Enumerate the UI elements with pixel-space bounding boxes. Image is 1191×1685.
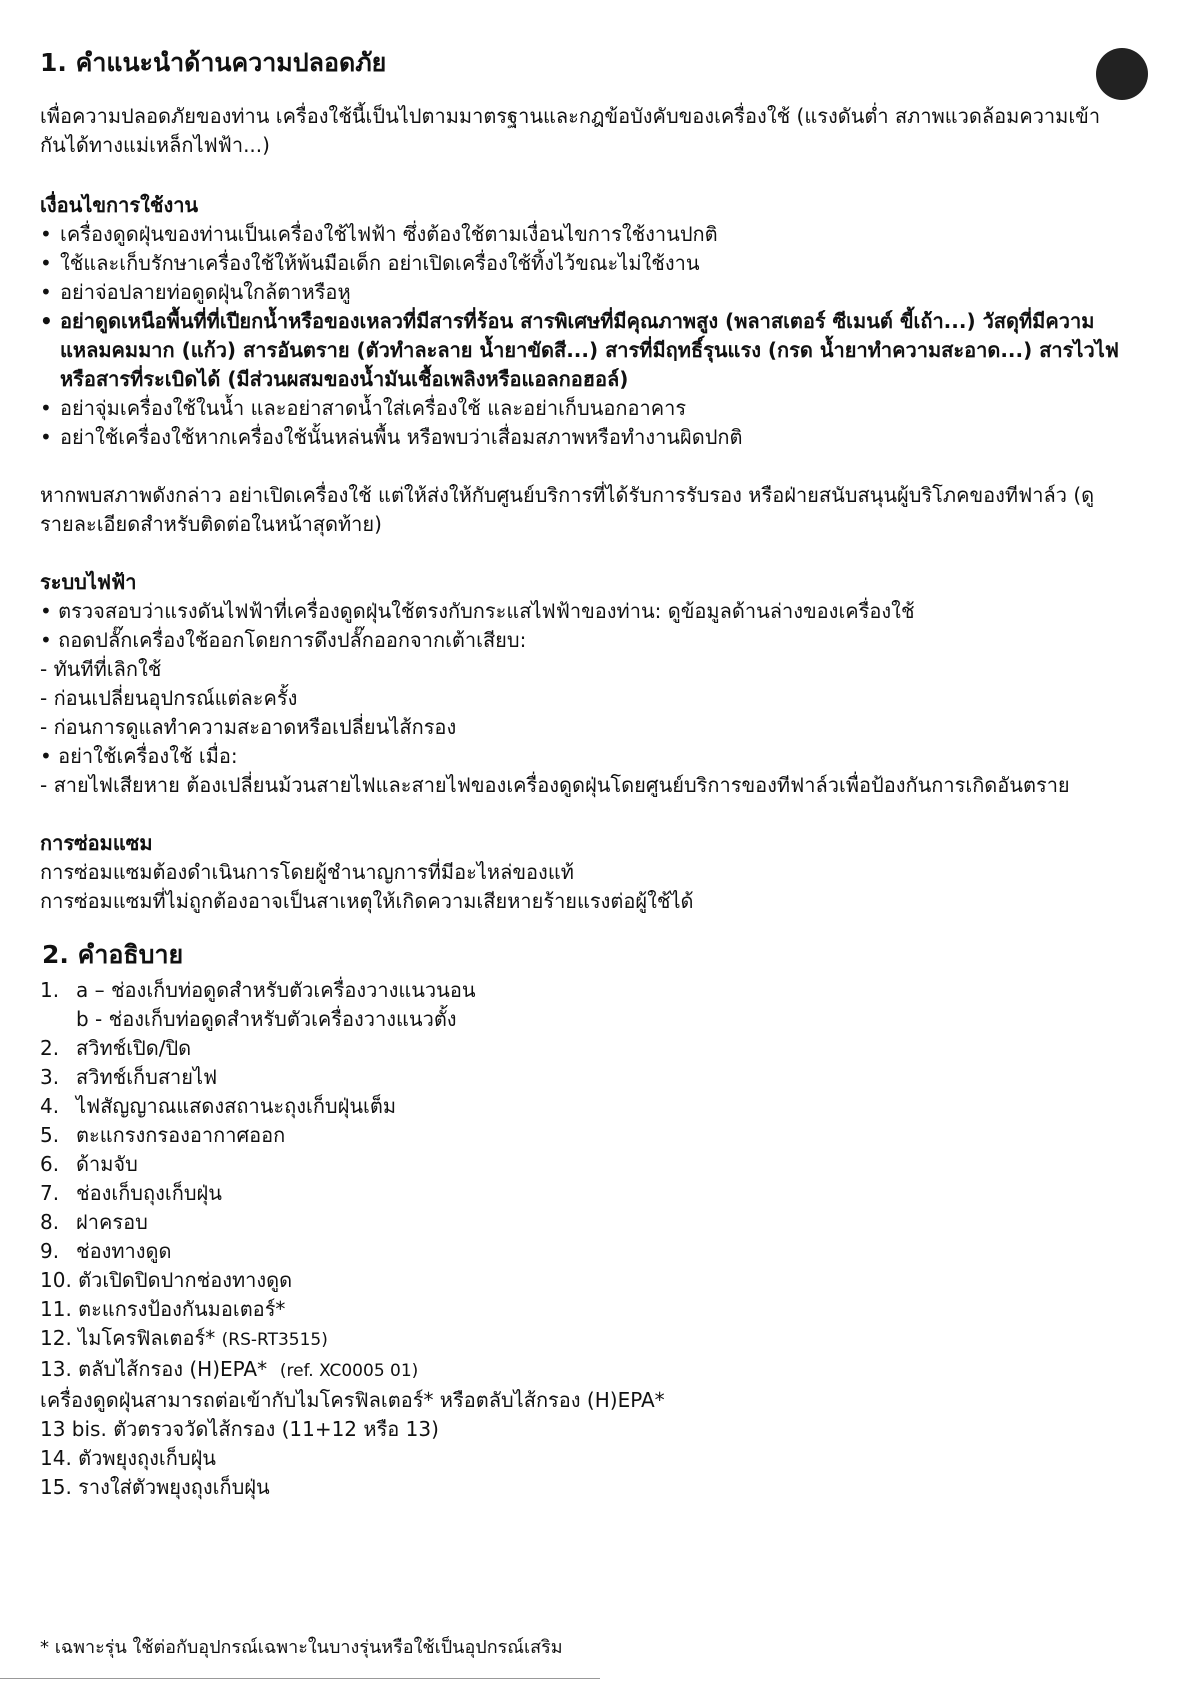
condition-item: • ใช้และเก็บรักษาเครื่องใช้ให้พ้นมือเด็ก อย่าเปิดเครื่องใช้ทิ้งไว้ขณะไม่ใช้งาน	[40, 251, 700, 275]
electrical-heading: ระบบไฟฟ้า	[40, 570, 137, 594]
part-item: 11. ตะแกรงป้องกันมอเตอร์*	[40, 1297, 286, 1321]
part-item: 14. ตัวพยุงถุงเก็บฝุ่น	[40, 1446, 216, 1470]
electrical-item: - ทันทีที่เลิกใช้	[40, 657, 162, 681]
part-item: 12. ไมโครฟิลเตอร์* (RS-RT3515)	[40, 1326, 328, 1350]
part-item: 15. รางใส่ตัวพยุงถุงเก็บฝุ่น	[40, 1475, 270, 1499]
part-item: 9. ช่องทางดูด	[40, 1239, 172, 1263]
part-item: 3. สวิทช์เก็บสายไฟ	[40, 1065, 218, 1089]
electrical-item: - ก่อนเปลี่ยนอุปกรณ์แต่ละครั้ง	[40, 686, 298, 710]
section-1-title: 1. คำแนะนำด้านความปลอดภัย	[40, 48, 387, 77]
electrical-item: - ก่อนการดูแลทำความสะอาดหรือเปลี่ยนไส้กรอง	[40, 715, 457, 739]
part-item: 4. ไฟสัญญาณแสดงสถานะถุงเก็บฝุ่นเต็ม	[40, 1094, 397, 1118]
manual-page	[40, 40, 1120, 1502]
section-2-title: 2. คำอธิบาย	[42, 940, 184, 969]
repair-line: การซ่อมแซมต้องดำเนินการโดยผู้ชำนาญการที่มีอะไหล่ของแท้	[40, 860, 574, 884]
electrical-item: • ตรวจสอบว่าแรงดันไฟฟ้าที่เครื่องดูดฝุ่นใช้ตรงกับกระแสไฟฟ้าของท่าน: ดูข้อมูลด้านล่างของเครื่องใช้	[40, 599, 915, 623]
part-ref: (RS-RT3515)	[221, 1330, 328, 1350]
conditions-heading: เงื่อนไขการใช้งาน	[40, 193, 199, 217]
electrical-item-cord: - สายไฟเสียหาย ต้องเปลี่ยนม้วนสายไฟและสายไฟของเครื่องดูดฝุ่นโดยศูนย์บริการของทีฟาล์วเพื่อป้องกันการเกิดอันตราย	[40, 773, 1070, 797]
part-item: 2. สวิทช์เปิด/ปิด	[40, 1036, 192, 1060]
part-item: 8. ฝาครอบ	[40, 1210, 148, 1234]
condition-item: • อย่าจุ่มเครื่องใช้ในน้ำ และอย่าสาดน้ำใส่เครื่องใช้ และอย่าเก็บนอกอาคาร	[40, 396, 687, 420]
part-item: 13 bis. ตัวตรวจวัดไส้กรอง (11+12 หรือ 13)	[40, 1417, 439, 1441]
footnote: * เฉพาะรุ่น ใช้ต่อกับอุปกรณ์เฉพาะในบางรุ่นหรือใช้เป็นอุปกรณ์เสริม	[40, 1637, 563, 1658]
part-item: 5. ตะแกรงกรองอากาศออก	[40, 1123, 286, 1147]
safety-intro: เพื่อความปลอดภัยของท่าน เครื่องใช้นี้เป็นไปตามมาตรฐานและกฎข้อบังคับของเครื่องใช้ (แรงดันต่ำ สภาพแวดล้อมความเข้ากันได้ทางแม่เหล็กไฟฟ้า...)	[40, 104, 1101, 157]
condition-item: • อย่าใช้เครื่องใช้หากเครื่องใช้นั้นหล่นพื้น หรือพบว่าเสื่อมสภาพหรือทำงานผิดปกติ	[40, 425, 743, 449]
part-item: 7. ช่องเก็บถุงเก็บฝุ่น	[40, 1181, 222, 1205]
part-item: 1. a – ช่องเก็บท่อดูดสำหรับตัวเครื่องวางแนวนอน	[40, 978, 476, 1002]
condition-item-warning: • อย่าดูดเหนือพื้นที่ที่เปียกน้ำหรือของเหลวที่มีสารที่ร้อน สารพิเศษที่มีคุณภาพสูง (พลาสเตอร์ ซีเมนต์ ขี้เถ้า...) วัสดุที่มีความแหลมคมมาก (แก้ว) สารอันตราย (ตัวทำละลาย น้ำยาขัดสี...) สารที่มีฤทธิ์รุนแรง (กรด น้ำยาทำความสะอาด...) สารไวไฟหรือสารที่ระเบิดได้ (มีส่วนผสมของน้ำมันเชื้อเพลิงหรือแอลกอฮอล์)	[40, 309, 1119, 391]
service-notice: หากพบสภาพดังกล่าว อย่าเปิดเครื่องใช้ แต่ให้ส่งให้กับศูนย์บริการที่ได้รับการรับรอง หรือฝ่ายสนับสนุนผู้บริโภคของทีฟาล์ว (ดูรายละเอียดสำหรับติดต่อในหน้าสุดท้าย)	[40, 483, 1095, 536]
electrical-item: • อย่าใช้เครื่องใช้ เมื่อ:	[40, 744, 238, 768]
part-item: 13. ตลับไส้กรอง (H)EPA* (ref. XC0005 01)	[40, 1357, 419, 1381]
part-item: b - ช่องเก็บท่อดูดสำหรับตัวเครื่องวางแนวตั้ง	[76, 1007, 457, 1031]
repair-heading: การซ่อมแซม	[40, 831, 153, 855]
bottom-rule	[0, 1678, 600, 1679]
part-ref: (ref. XC0005 01)	[279, 1361, 419, 1381]
condition-item: • อย่าจ่อปลายท่อดูดฝุ่นใกล้ตาหรือหู	[40, 280, 351, 304]
electrical-item: • ถอดปลั๊กเครื่องใช้ออกโดยการดึงปลั๊กออกจากเต้าเสียบ:	[40, 628, 527, 652]
repair-line: การซ่อมแซมที่ไม่ถูกต้องอาจเป็นสาเหตุให้เกิดความเสียหายร้ายแรงต่อผู้ใช้ได้	[40, 889, 694, 913]
compat-note: เครื่องดูดฝุ่นสามารถต่อเข้ากับไมโครฟิลเตอร์* หรือตลับไส้กรอง (H)EPA*	[40, 1388, 665, 1412]
condition-item: • เครื่องดูดฝุ่นของท่านเป็นเครื่องใช้ไฟฟ้า ซึ่งต้องใช้ตามเงื่อนไขการใช้งานปกติ	[40, 222, 718, 246]
part-item: 6. ด้ามจับ	[40, 1152, 138, 1176]
part-item: 10. ตัวเปิดปิดปากช่องทางดูด	[40, 1268, 293, 1292]
